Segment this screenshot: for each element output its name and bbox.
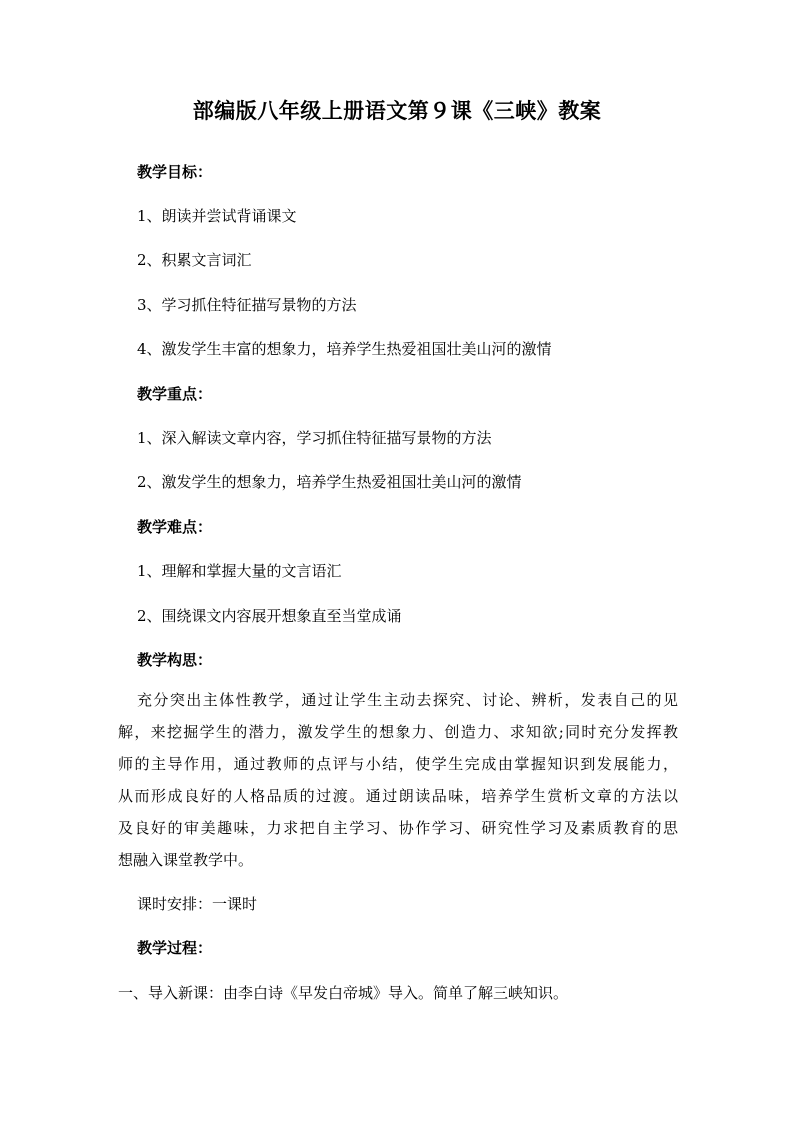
concept-line: 从而形成良好的人格品质的过渡。通过朗读品味，培养学生赏析文章的方法以 bbox=[118, 787, 678, 805]
process-step: 一、导入新课：由李白诗《早发白帝城》导入。简单了解三峡知识。 bbox=[118, 984, 569, 1002]
difficulties-heading: 教学难点： bbox=[137, 518, 213, 536]
document-title: 部编版八年级上册语文第９课《三峡》教案 bbox=[192, 98, 602, 123]
key-points-heading: 教学重点： bbox=[137, 385, 213, 403]
process-heading: 教学过程： bbox=[137, 939, 213, 957]
objective-item: 2、积累文言词汇 bbox=[137, 251, 252, 269]
objectives-heading: 教学目标： bbox=[137, 163, 213, 181]
concept-heading: 教学构思： bbox=[137, 651, 213, 669]
concept-line: 想融入课堂教学中。 bbox=[118, 851, 254, 869]
concept-line: 解，来挖掘学生的潜力，激发学生的想象力、创造力、求知欲;同时充分发挥教 bbox=[118, 723, 678, 741]
objective-item: 3、学习抓住特征描写景物的方法 bbox=[137, 296, 357, 314]
key-point-item: 1、深入解读文章内容，学习抓住特征描写景物的方法 bbox=[137, 429, 492, 447]
schedule-line: 课时安排：一课时 bbox=[137, 895, 258, 913]
key-point-item: 2、激发学生的想象力，培养学生热爱祖国壮美山河的激情 bbox=[137, 473, 522, 491]
objective-item: 4、激发学生丰富的想象力，培养学生热爱祖国壮美山河的激情 bbox=[137, 340, 552, 358]
concept-line: 及良好的审美趣味，力求把自主学习、协作学习、研究性学习及素质教育的思 bbox=[118, 819, 678, 837]
objective-item: 1、朗读并尝试背诵课文 bbox=[137, 207, 297, 225]
concept-line: 师的主导作用，通过教师的点评与小结，使学生完成由掌握知识到发展能力， bbox=[118, 755, 678, 773]
difficulty-item: 1、理解和掌握大量的文言语汇 bbox=[137, 562, 342, 580]
difficulty-item: 2、围绕课文内容展开想象直至当堂成诵 bbox=[137, 607, 402, 625]
concept-paragraph bbox=[118, 684, 678, 876]
concept-line: 充分突出主体性教学，通过让学生主动去探究、讨论、辨析，发表自己的见 bbox=[137, 691, 678, 709]
